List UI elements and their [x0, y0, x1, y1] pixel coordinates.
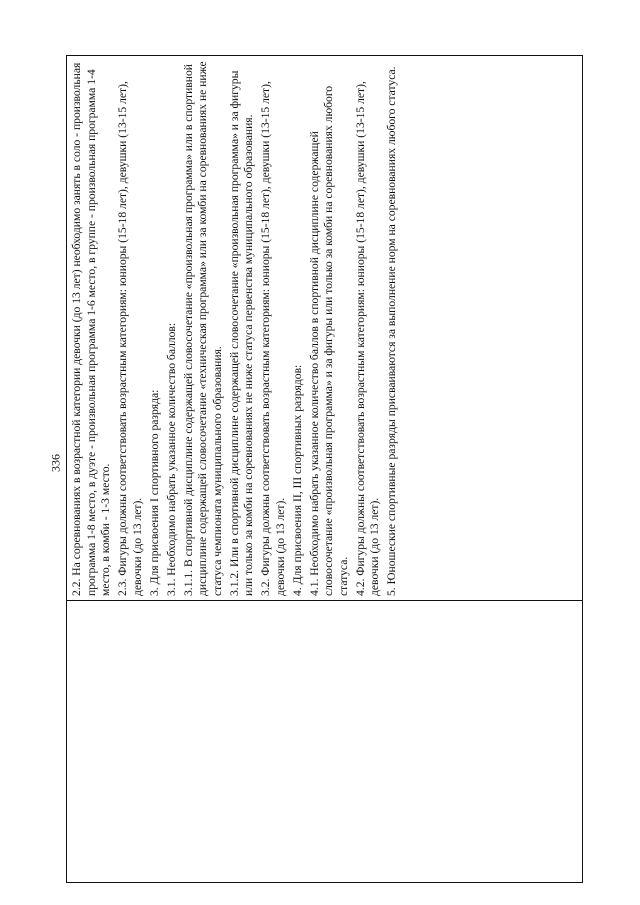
paragraph-5: 5. Юношеские спортивные разряды присваиваются за выполнение норм на соревнованиях любого статуса.	[385, 66, 398, 596]
paragraph-2-3: 2.3. Фигуры должны соответствовать возрастным категориям: юниоры (15-18 лет), девушки (13-15 лет), девочки (до 13 лет).	[116, 81, 144, 596]
paragraph-3-1: 3.1. Необходимо набрать указанное количество баллов:	[164, 322, 178, 596]
paragraph-3-1-1: 3.1.1. В спортивной дисциплине содержащей словосочетание «произвольная программа» или в спортивной дисциплине содержащей словосочетание «техническая программа» или за комби на соревнованиях не ниже статуса чемпионата муниципального образования.	[181, 61, 224, 596]
paragraph-4-1: 4.1. Необходимо набрать указанное количество баллов в спортивной дисциплине содержащей словосочетание «произвольная программа» и за фигуры или только за комби на соревнованиях любого статуса.	[307, 85, 350, 596]
paragraph-2-2: 2.2. На соревнованиях в возрастной категории девочки (до 13 лет) необходимо занять в соло - произвольная программа 1-8 место, в дуэте - произвольная программа 1-6 место, в группе - произвольная программа 1-4 место, в комби - 1-3 место.	[70, 62, 112, 596]
paragraph-4: 4. Для присвоения II, III спортивных разрядов:	[290, 364, 304, 596]
table-row-divider	[66, 600, 583, 601]
paragraph-3-1-2: 3.1.2. Или в спортивной дисциплине содержащей словосочетание «произвольная программа» и за фигуры или только за комби на соревнованиях не ниже статуса первенства муниципального образования.	[227, 70, 255, 596]
paragraph-3: 3. Для присвоения I спортивного разряда:	[147, 389, 161, 596]
paragraph-4-2: 4.2. Фигуры должны соответствовать возрастным категориям: юниоры (15-18 лет), девушки (13-15 лет), девочки (до 13 лет).	[353, 81, 381, 596]
page-number: 336	[48, 454, 63, 472]
paragraph-3-2: 3.2. Фигуры должны соответствовать возрастным категориям: юниоры (15-18 лет), девушки (13-15 лет), девочки (до 13 лет).	[259, 81, 287, 596]
table-cell-text	[66, 55, 583, 600]
